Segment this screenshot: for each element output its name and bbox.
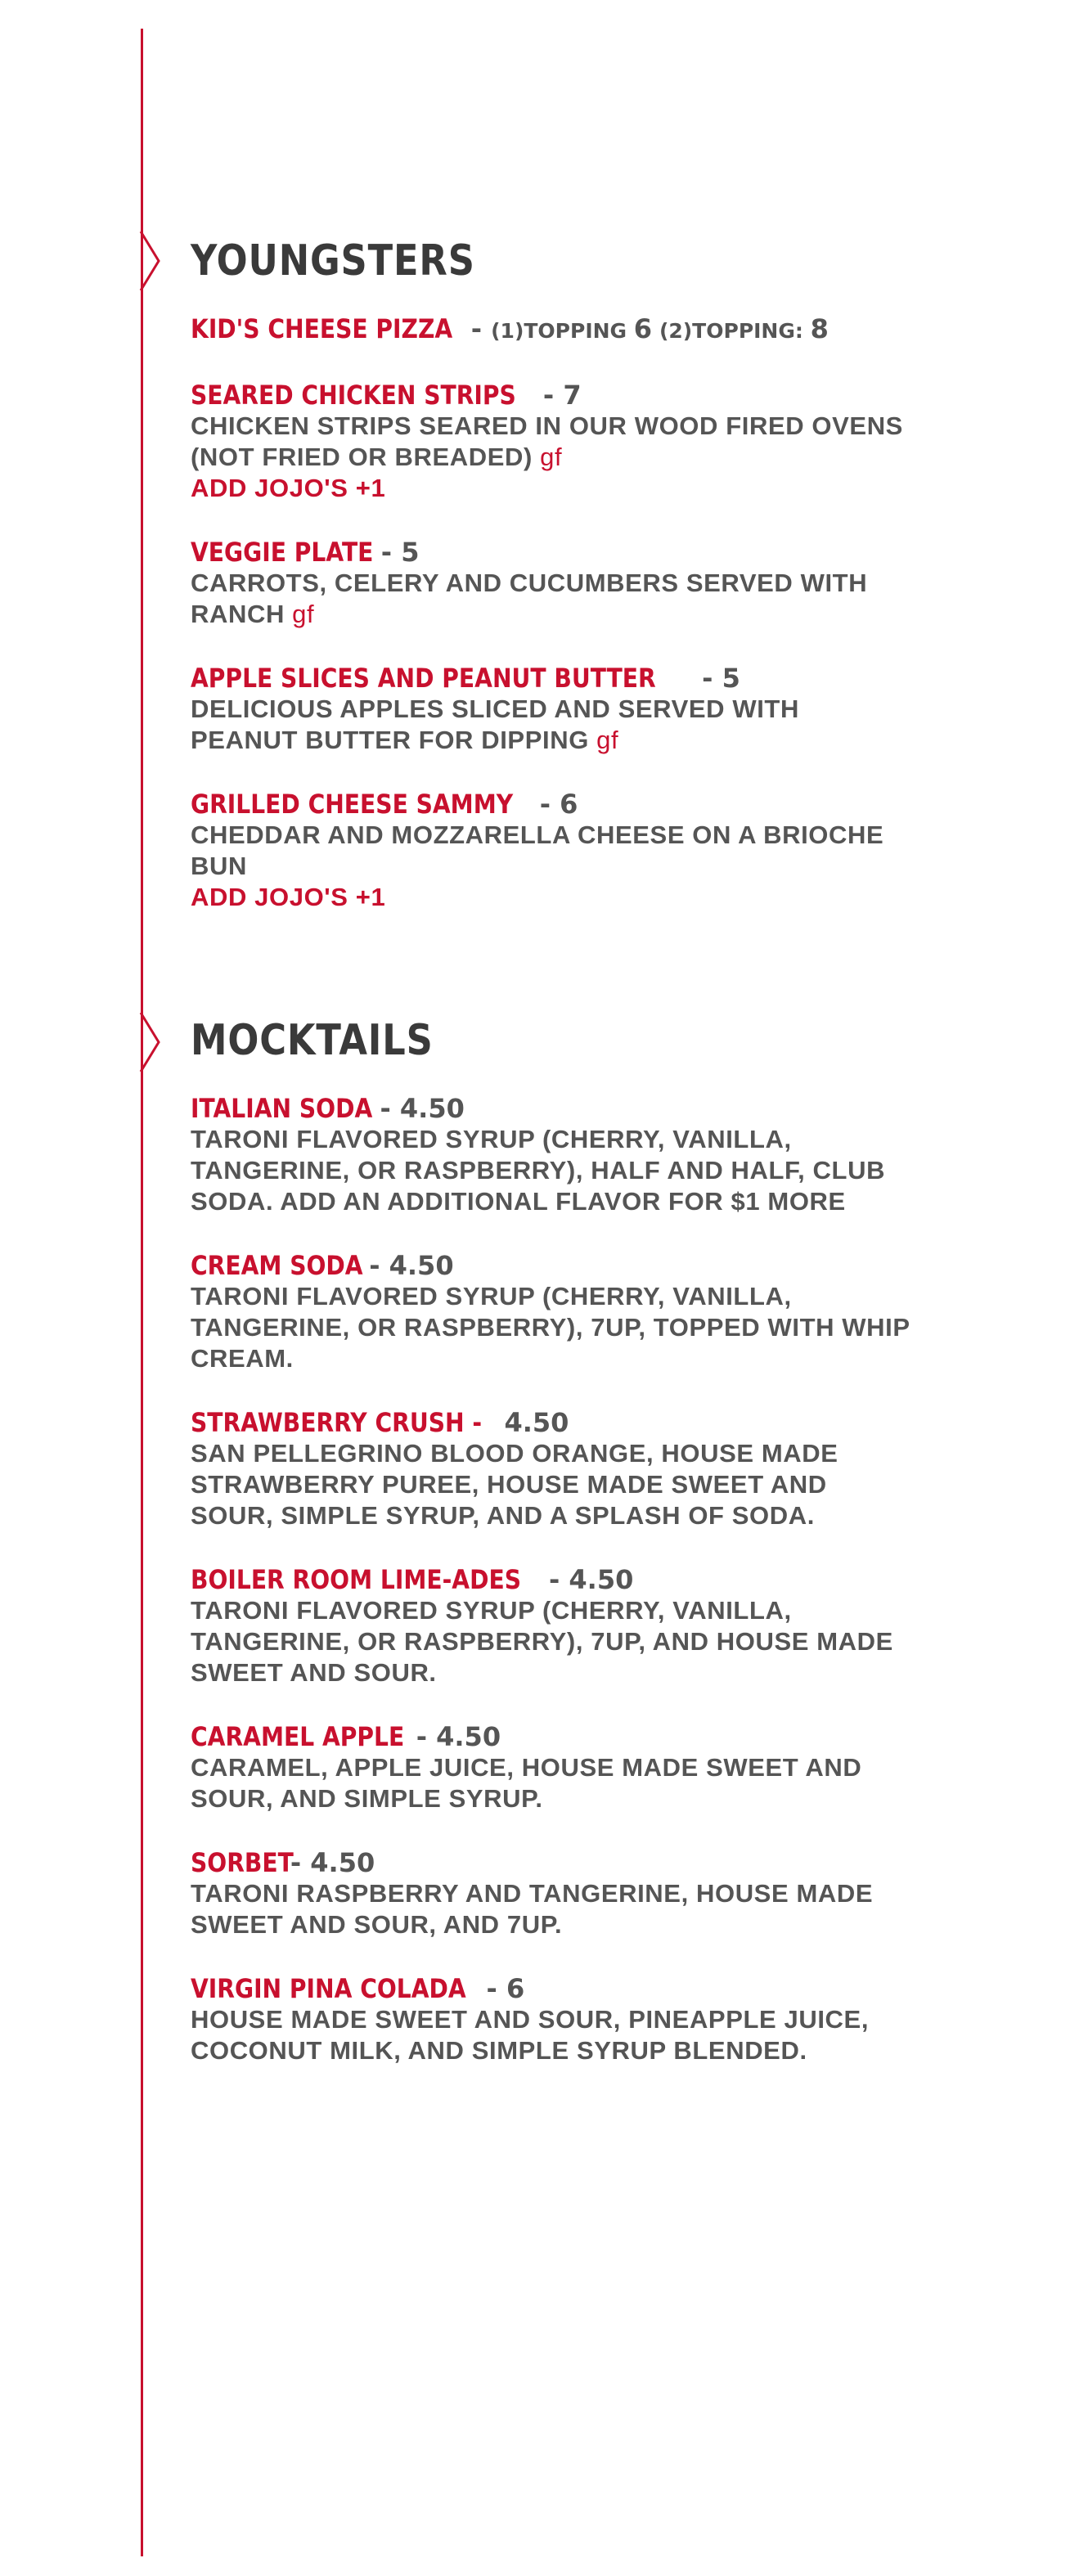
item-name: VEGGIE PLATE bbox=[191, 537, 374, 568]
item-price: 4.50 bbox=[504, 1407, 569, 1438]
menu-item bbox=[191, 789, 910, 913]
mocktails-section bbox=[191, 1014, 910, 2099]
section-title: MOCKTAILS bbox=[191, 1016, 434, 1065]
item-description: CARROTS, CELERY AND CUCUMBERS SERVED WITH RANCH gf bbox=[191, 569, 868, 628]
menu-item bbox=[191, 1847, 910, 1940]
menu-item bbox=[191, 1721, 910, 1814]
item-name: ITALIAN SODA bbox=[191, 1093, 373, 1124]
menu-item bbox=[191, 1250, 910, 1374]
item-description: TARONI FLAVORED SYRUP (CHERRY, VANILLA, TANGERINE, OR RASPBERRY), 7UP, TOPPED WITH WHIP CREAM. bbox=[191, 1282, 910, 1373]
item-addon: ADD JOJO'S +1 bbox=[191, 474, 386, 502]
item-price: 6 bbox=[506, 1973, 525, 2004]
gluten-free-tag: gf bbox=[284, 600, 315, 628]
section-notch-icon bbox=[139, 232, 162, 290]
item-price: 5 bbox=[401, 537, 420, 568]
menu-item bbox=[191, 1973, 910, 2066]
item-separator: - bbox=[470, 313, 492, 344]
gluten-free-tag: gf bbox=[588, 726, 619, 754]
item-name: GRILLED CHEESE SAMMY bbox=[191, 789, 514, 820]
item-name: CREAM SODA bbox=[191, 1250, 363, 1281]
item-price: 6 bbox=[560, 789, 578, 820]
item-addon: ADD JOJO'S +1 bbox=[191, 883, 386, 911]
item-price: 4.50 bbox=[399, 1093, 465, 1124]
item-separator: - bbox=[369, 1250, 389, 1281]
item-description: TARONI RASPBERRY AND TANGERINE, HOUSE MADE SWEET AND SOUR, AND 7UP. bbox=[191, 1879, 874, 1939]
item-price: 7 bbox=[563, 380, 582, 411]
item-description: TARONI FLAVORED SYRUP (CHERRY, VANILLA, TANGERINE, OR RASPBERRY), 7UP, AND HOUSE MADE SWEET AND SOUR. bbox=[191, 1596, 893, 1687]
item-separator: - bbox=[702, 663, 722, 694]
menu-item bbox=[191, 1564, 910, 1688]
item-description: CHICKEN STRIPS SEARED IN OUR WOOD FIRED OVENS (NOT FRIED OR BREADED) gf bbox=[191, 411, 903, 471]
menu-item bbox=[191, 663, 910, 756]
item-description: HOUSE MADE SWEET AND SOUR, PINEAPPLE JUICE, COCONUT MILK, AND SIMPLE SYRUP BLENDED. bbox=[191, 2005, 870, 2065]
section-notch-icon bbox=[139, 1013, 162, 1072]
item-name: SEARED CHICKEN STRIPS bbox=[191, 380, 516, 411]
item-name: KID'S CHEESE PIZZA bbox=[191, 313, 453, 344]
item-separator: - bbox=[539, 789, 560, 820]
item-description: CARAMEL, APPLE JUICE, HOUSE MADE SWEET AND SOUR, AND SIMPLE SYRUP. bbox=[191, 1753, 862, 1813]
menu-item bbox=[191, 1407, 910, 1531]
item-price: 4.50 bbox=[389, 1250, 454, 1281]
item-price: 4.50 bbox=[569, 1564, 634, 1595]
item-name: SORBET bbox=[191, 1847, 294, 1878]
red-vertical-rule bbox=[141, 29, 143, 2556]
menu-item bbox=[191, 537, 910, 630]
item-name: STRAWBERRY CRUSH - bbox=[191, 1407, 483, 1438]
item-separator: - bbox=[416, 1721, 437, 1752]
item-separator: - bbox=[548, 1564, 569, 1595]
item-description: TARONI FLAVORED SYRUP (CHERRY, VANILLA, TANGERINE, OR RASPBERRY), HALF AND HALF, CLUB SODA. ADD AN ADDITIONAL FLAVOR FOR $1 MORE bbox=[191, 1125, 886, 1216]
item-price: 6 bbox=[633, 313, 653, 344]
section-title: YOUNGSTERS bbox=[191, 236, 475, 285]
item-option: (2)TOPPING: bbox=[659, 319, 811, 343]
item-name: CARAMEL APPLE bbox=[191, 1721, 405, 1752]
item-price: 5 bbox=[722, 663, 740, 694]
item-separator: - bbox=[380, 1093, 400, 1124]
item-name: BOILER ROOM LIME-ADES bbox=[191, 1564, 521, 1595]
item-option: (1)TOPPING bbox=[491, 319, 634, 343]
item-description: CHEDDAR AND MOZZARELLA CHEESE ON A BRIOCHE BUN bbox=[191, 820, 884, 880]
item-name: VIRGIN PINA COLADA bbox=[191, 1973, 466, 2004]
item-separator: - bbox=[380, 537, 402, 568]
item-price: 4.50 bbox=[310, 1847, 375, 1878]
item-separator: - bbox=[486, 1973, 506, 2004]
item-description: SAN PELLEGRINO BLOOD ORANGE, HOUSE MADE STRAWBERRY PUREE, HOUSE MADE SWEET AND SOUR, SIMPLE SYRUP, AND A SPLASH OF SODA. bbox=[191, 1439, 838, 1530]
youngsters-section bbox=[191, 235, 910, 946]
item-separator: - bbox=[542, 380, 564, 411]
item-price: 4.50 bbox=[436, 1721, 501, 1752]
menu-item bbox=[191, 380, 910, 504]
menu-item bbox=[191, 1093, 910, 1217]
item-separator: - bbox=[290, 1847, 311, 1878]
item-description: DELICIOUS APPLES SLICED AND SERVED WITH PEANUT BUTTER FOR DIPPING gf bbox=[191, 695, 799, 754]
gluten-free-tag: gf bbox=[532, 443, 563, 471]
menu-item bbox=[191, 313, 910, 347]
item-name: APPLE SLICES AND PEANUT BUTTER bbox=[191, 663, 656, 694]
item-price: 8 bbox=[810, 313, 829, 344]
